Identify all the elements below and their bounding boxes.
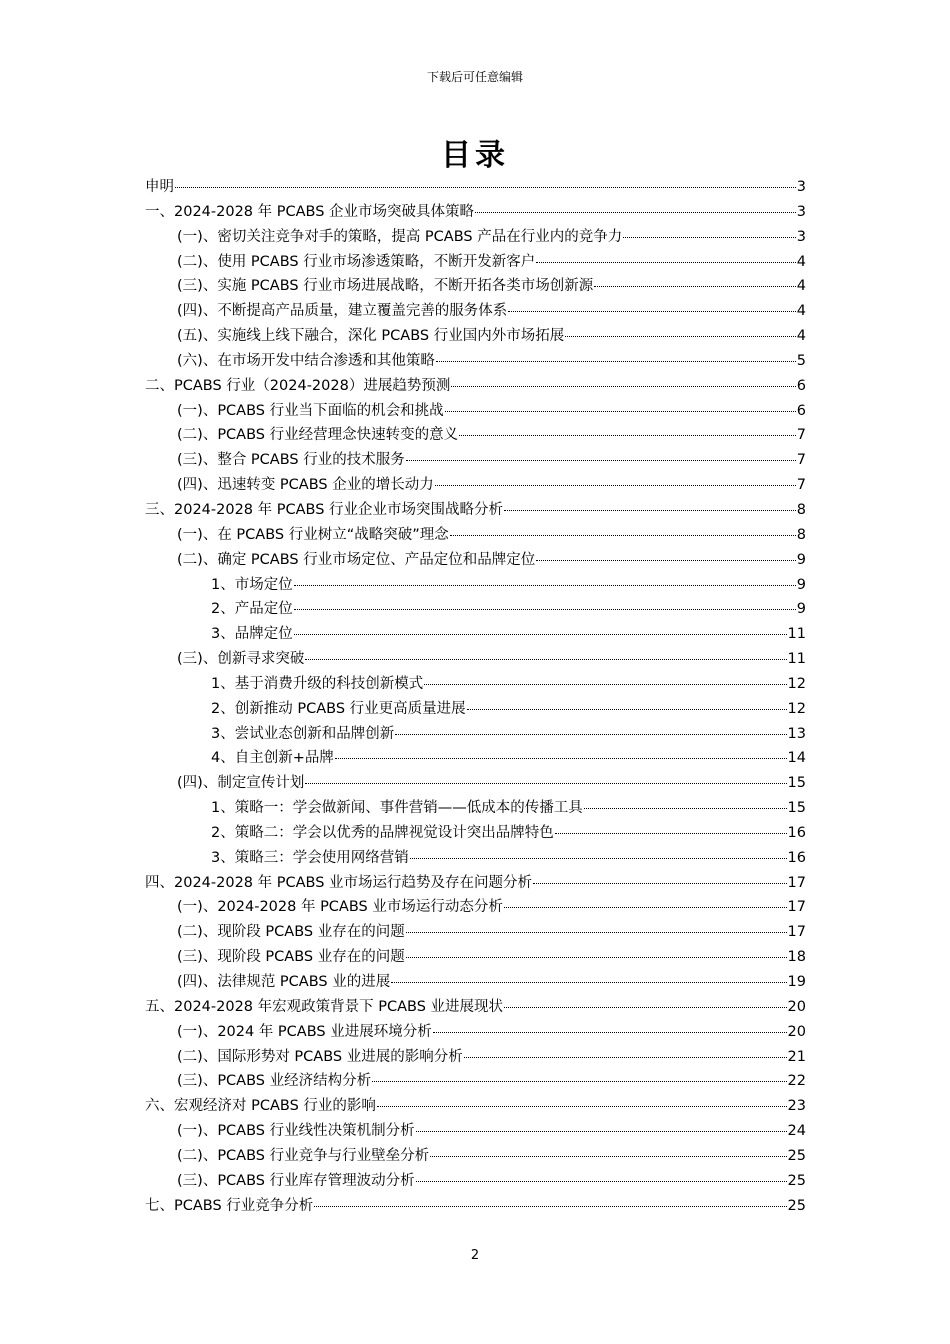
toc-entry[interactable] <box>145 722 806 747</box>
toc-leader-dots <box>416 1181 787 1182</box>
toc-entry-text: (二)、使用 PCABS 行业市场渗透策略，不断开发新客户 <box>177 253 536 270</box>
toc-entry-text: 二、PCABS 行业（2024-2028）进展趋势预测 <box>145 377 451 394</box>
toc-entry[interactable] <box>145 523 806 548</box>
toc-leader-dots <box>175 187 796 188</box>
toc-entry-page: 8 <box>796 526 806 543</box>
toc-entry[interactable] <box>145 1169 806 1194</box>
toc-leader-dots <box>565 336 796 337</box>
toc-leader-dots <box>335 758 787 759</box>
toc-leader-dots <box>504 1007 787 1008</box>
toc-entry-text: (三)、PCABS 行业库存管理波动分析 <box>177 1172 415 1189</box>
toc-entry[interactable] <box>145 821 806 846</box>
toc-entry[interactable] <box>145 672 806 697</box>
toc-entry-text: 1、市场定位 <box>211 576 293 593</box>
toc-entry-text: 1、策略一：学会做新闻、事件营销——低成本的传播工具 <box>211 800 583 817</box>
toc-entry-page: 23 <box>787 1098 806 1115</box>
toc-entry-text: (二)、PCABS 行业经营理念快速转变的意义 <box>177 427 459 444</box>
toc-entry-page: 20 <box>787 998 806 1015</box>
toc-leader-dots <box>314 1206 786 1207</box>
toc-entry-page: 3 <box>796 179 806 195</box>
toc-entry[interactable] <box>145 473 806 498</box>
toc-entry-page: 3 <box>796 228 806 245</box>
toc-entry[interactable] <box>145 995 806 1020</box>
toc-entry[interactable] <box>145 1020 806 1045</box>
toc-leader-dots <box>533 883 787 884</box>
toc-entry-page: 7 <box>796 452 806 469</box>
toc-entry[interactable] <box>145 920 806 945</box>
toc-entry-page: 4 <box>796 253 806 270</box>
toc-leader-dots <box>305 783 786 784</box>
toc-entry-page: 9 <box>796 576 806 593</box>
toc-leader-dots <box>555 833 787 834</box>
toc-entry[interactable] <box>145 399 806 424</box>
toc-leader-dots <box>467 709 787 710</box>
toc-entry-text: 五、2024-2028 年宏观政策背景下 PCABS 业进展现状 <box>145 998 504 1015</box>
toc-entry-page: 11 <box>787 651 806 668</box>
toc-entry-text: 3、品牌定位 <box>211 626 293 643</box>
toc-entry-text: (一)、PCABS 行业线性决策机制分析 <box>177 1123 415 1140</box>
toc-entry-page: 9 <box>796 551 806 568</box>
toc-entry[interactable] <box>145 970 806 995</box>
toc-entry[interactable] <box>145 1144 806 1169</box>
toc-entry-text: (五)、实施线上线下融合，深化 PCABS 行业国内外市场拓展 <box>177 328 565 345</box>
toc-entry-page: 9 <box>796 601 806 618</box>
toc-title: 目录 <box>441 138 509 173</box>
table-of-contents <box>145 175 806 1218</box>
toc-entry-page: 8 <box>796 501 806 518</box>
toc-entry[interactable] <box>145 548 806 573</box>
toc-entry-text: (四)、法律规范 PCABS 业的进展 <box>177 974 391 990</box>
toc-leader-dots <box>536 262 796 263</box>
toc-entry-text: 2、产品定位 <box>211 601 293 618</box>
toc-entry-text: 1、基于消费升级的科技创新模式 <box>211 675 424 692</box>
toc-entry-text: 2、策略二：学会以优秀的品牌视觉设计突出品牌特色 <box>211 824 554 841</box>
toc-leader-dots <box>430 1156 786 1157</box>
toc-entry-text: (一)、密切关注竞争对手的策略，提高 PCABS 产品在行业内的竞争力 <box>177 228 623 245</box>
toc-entry-text: (六)、在市场开发中结合渗透和其他策略 <box>177 352 435 369</box>
toc-entry-page: 7 <box>796 427 806 444</box>
toc-entry[interactable] <box>145 846 806 871</box>
toc-entry-text: (一)、2024 年 PCABS 业进展环境分析 <box>177 1023 432 1040</box>
toc-leader-dots <box>372 1081 786 1082</box>
toc-entry-text: (三)、PCABS 业经济结构分析 <box>177 1073 372 1090</box>
toc-entry-page: 6 <box>796 402 806 419</box>
toc-entry-page: 25 <box>787 1147 806 1164</box>
toc-entry-page: 25 <box>787 1197 806 1214</box>
toc-entry[interactable] <box>145 871 806 896</box>
toc-entry[interactable] <box>145 622 806 647</box>
toc-entry-text: 申明 <box>145 179 174 195</box>
toc-leader-dots <box>623 237 796 238</box>
toc-entry[interactable] <box>145 895 806 920</box>
toc-entry-text: (三)、实施 PCABS 行业市场进展战略，不断开拓各类市场创新源 <box>177 278 594 295</box>
toc-entry[interactable] <box>145 498 806 523</box>
toc-entry[interactable] <box>145 225 806 250</box>
toc-entry[interactable] <box>145 349 806 374</box>
toc-leader-dots <box>435 485 796 486</box>
toc-entry[interactable] <box>145 448 806 473</box>
page-number: 2 <box>470 1248 480 1263</box>
toc-leader-dots <box>536 560 796 561</box>
toc-leader-dots <box>594 286 796 287</box>
toc-leader-dots <box>450 535 796 536</box>
toc-leader-dots <box>424 684 786 685</box>
toc-entry-text: 六、宏观经济对 PCABS 行业的影响 <box>145 1098 376 1115</box>
toc-entry-text: 3、策略三：学会使用网络营销 <box>211 849 409 866</box>
toc-entry-text: (四)、不断提高产品质量，建立覆盖完善的服务体系 <box>177 303 508 320</box>
toc-entry-page: 4 <box>796 303 806 320</box>
toc-entry[interactable] <box>145 1094 806 1119</box>
toc-leader-dots <box>391 982 786 983</box>
toc-entry[interactable] <box>145 647 806 672</box>
toc-leader-dots <box>294 585 796 586</box>
toc-entry-page: 5 <box>796 352 806 369</box>
toc-entry-page: 4 <box>796 328 806 345</box>
toc-entry-page: 25 <box>787 1172 806 1189</box>
toc-entry-page: 17 <box>787 874 806 891</box>
toc-entry[interactable] <box>145 771 806 796</box>
toc-entry-page: 24 <box>787 1123 806 1140</box>
toc-leader-dots <box>406 932 787 933</box>
toc-entry-page: 12 <box>787 675 806 692</box>
toc-leader-dots <box>294 634 787 635</box>
toc-entry[interactable] <box>145 250 806 275</box>
toc-entry-page: 17 <box>787 924 806 941</box>
toc-entry-text: (一)、在 PCABS 行业树立“战略突破”理念 <box>177 526 449 543</box>
toc-entry-text: 四、2024-2028 年 PCABS 业市场运行趋势及存在问题分析 <box>145 874 533 891</box>
toc-entry-text: (二)、现阶段 PCABS 业存在的问题 <box>177 924 405 941</box>
toc-entry-text: 2、创新推动 PCABS 行业更高质量进展 <box>211 700 466 717</box>
toc-entry-page: 15 <box>787 800 806 817</box>
toc-entry-page: 16 <box>787 849 806 866</box>
toc-entry-text: (四)、迅速转变 PCABS 企业的增长动力 <box>177 477 434 494</box>
toc-entry-page: 6 <box>796 377 806 394</box>
toc-leader-dots <box>459 435 796 436</box>
toc-entry-text: (一)、PCABS 行业当下面临的机会和挑战 <box>177 402 444 419</box>
toc-entry[interactable] <box>145 299 806 324</box>
toc-leader-dots <box>464 1057 787 1058</box>
toc-leader-dots <box>508 311 795 312</box>
toc-entry-page: 3 <box>796 203 806 220</box>
toc-leader-dots <box>451 386 795 387</box>
toc-leader-dots <box>433 1032 787 1033</box>
toc-leader-dots <box>406 957 787 958</box>
toc-entry-text: 七、PCABS 行业竞争分析 <box>145 1197 314 1214</box>
toc-entry[interactable] <box>145 1069 806 1094</box>
toc-entry[interactable] <box>145 274 806 299</box>
toc-entry-text: (二)、PCABS 行业竞争与行业壁垒分析 <box>177 1147 430 1164</box>
toc-entry[interactable] <box>145 423 806 448</box>
toc-entry[interactable] <box>145 945 806 970</box>
toc-entry-page: 17 <box>787 899 806 916</box>
toc-entry-text: (四)、制定宣传计划 <box>177 775 305 792</box>
toc-leader-dots <box>395 734 786 735</box>
toc-leader-dots <box>305 659 786 660</box>
toc-entry[interactable] <box>145 1194 806 1219</box>
toc-leader-dots <box>294 609 796 610</box>
toc-entry-page: 4 <box>796 278 806 295</box>
toc-entry-page: 19 <box>787 974 806 990</box>
toc-leader-dots <box>377 1106 787 1107</box>
toc-entry-text: 4、自主创新+品牌 <box>211 750 334 767</box>
toc-leader-dots <box>436 361 796 362</box>
toc-entry-page: 15 <box>787 775 806 792</box>
toc-entry[interactable] <box>145 697 806 722</box>
toc-leader-dots <box>416 1131 787 1132</box>
toc-leader-dots <box>584 808 787 809</box>
toc-leader-dots <box>406 460 796 461</box>
toc-entry[interactable] <box>145 1045 806 1070</box>
toc-entry-text: (二)、确定 PCABS 行业市场定位、产品定位和品牌定位 <box>177 551 536 568</box>
toc-entry-text: 三、2024-2028 年 PCABS 行业企业市场突围战略分析 <box>145 501 504 518</box>
toc-entry-page: 18 <box>787 949 806 966</box>
toc-entry[interactable] <box>145 175 806 200</box>
toc-entry-page: 13 <box>787 725 806 742</box>
toc-entry-page: 14 <box>787 750 806 767</box>
toc-entry-text: 一、2024-2028 年 PCABS 企业市场突破具体策略 <box>145 203 475 220</box>
toc-entry-page: 7 <box>796 477 806 494</box>
toc-entry[interactable] <box>145 374 806 399</box>
toc-entry-page: 12 <box>787 700 806 717</box>
toc-entry-text: (一)、2024-2028 年 PCABS 业市场运行动态分析 <box>177 899 503 916</box>
toc-entry-page: 21 <box>787 1048 806 1065</box>
toc-entry-text: (三)、现阶段 PCABS 业存在的问题 <box>177 949 405 966</box>
toc-entry-text: (三)、整合 PCABS 行业的技术服务 <box>177 452 405 469</box>
toc-entry[interactable] <box>145 796 806 821</box>
toc-entry-page: 16 <box>787 824 806 841</box>
toc-entry-page: 22 <box>787 1073 806 1090</box>
toc-entry-text: (二)、国际形势对 PCABS 业进展的影响分析 <box>177 1048 463 1065</box>
toc-entry[interactable] <box>145 746 806 771</box>
toc-entry-text: (三)、创新寻求突破 <box>177 651 305 668</box>
toc-entry[interactable] <box>145 324 806 349</box>
page-header: 下载后可任意编辑 <box>426 70 523 84</box>
toc-entry[interactable] <box>145 573 806 598</box>
toc-leader-dots <box>410 858 787 859</box>
toc-leader-dots <box>445 411 796 412</box>
toc-entry-page: 11 <box>787 626 806 643</box>
toc-entry[interactable] <box>145 200 806 225</box>
toc-leader-dots <box>504 510 796 511</box>
toc-entry-page: 20 <box>787 1023 806 1040</box>
toc-leader-dots <box>504 907 787 908</box>
toc-entry-text: 3、尝试业态创新和品牌创新 <box>211 725 395 742</box>
toc-entry[interactable] <box>145 1119 806 1144</box>
toc-leader-dots <box>475 212 796 213</box>
toc-entry[interactable] <box>145 597 806 622</box>
